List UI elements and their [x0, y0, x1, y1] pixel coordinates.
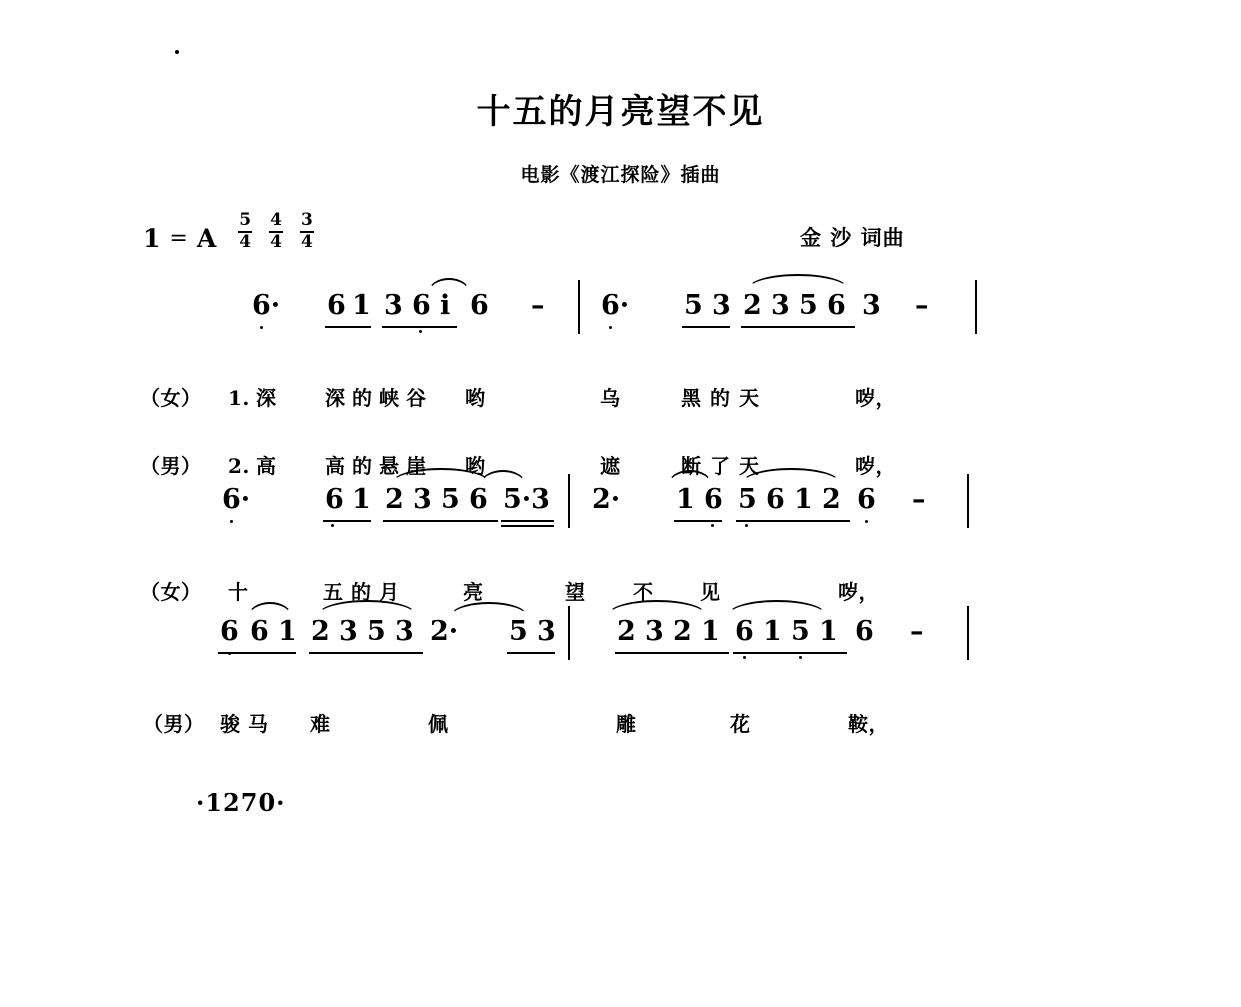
- note: 2·: [430, 616, 459, 647]
- note: 5: [509, 616, 528, 647]
- lyric-syllable: 乌: [600, 386, 621, 410]
- note: 6: [412, 290, 431, 321]
- voice-label: （女）: [140, 580, 202, 604]
- note: 6: [704, 484, 723, 515]
- note: 5: [799, 290, 818, 321]
- note: 5: [367, 616, 386, 647]
- note: –: [531, 290, 545, 321]
- beam: [218, 652, 296, 654]
- note: 2·: [592, 484, 621, 515]
- lyric-syllable: 谷: [406, 386, 427, 410]
- note: 6·: [252, 290, 281, 321]
- beam: [323, 520, 371, 522]
- note-row: [0, 604, 1241, 658]
- lyric-row: [0, 388, 1241, 422]
- beam: [309, 652, 423, 654]
- note: 6: [220, 616, 239, 647]
- lyric-syllable: 佩: [428, 712, 449, 736]
- note: 1: [352, 484, 371, 515]
- beam: [674, 520, 722, 522]
- note: 6: [857, 484, 876, 515]
- note: 6·: [222, 484, 251, 515]
- note: 3: [395, 616, 414, 647]
- note: 6: [469, 484, 488, 515]
- note: 1: [794, 484, 813, 515]
- barline: [578, 280, 580, 334]
- voice-label: （男）: [140, 454, 202, 478]
- note: 2: [743, 290, 762, 321]
- note: 6: [766, 484, 785, 515]
- beam: [507, 652, 555, 654]
- voice-label: （女）: [140, 386, 202, 410]
- note: 5: [441, 484, 460, 515]
- lyric-syllable: 马: [248, 712, 269, 736]
- lyric-syllable: 难: [310, 712, 331, 736]
- octave-dot: [745, 524, 748, 527]
- lyric-syllable: 崖: [406, 454, 427, 478]
- note: 6: [470, 290, 489, 321]
- octave-dot: [799, 656, 802, 659]
- lyric-syllable: 哕，: [855, 386, 896, 410]
- lyric-syllable: 哟: [465, 454, 486, 478]
- note: –: [915, 290, 929, 321]
- voice-label: （男）: [143, 712, 205, 736]
- lyric-syllable: 十: [228, 580, 249, 604]
- note: 2: [311, 616, 330, 647]
- lyric-syllable: 黑: [681, 386, 702, 410]
- composer-credit: 金 沙 词曲: [800, 225, 905, 250]
- lyric-syllable: 了: [710, 454, 731, 478]
- slur: [668, 470, 712, 485]
- octave-dot: [865, 520, 868, 523]
- note: 5: [791, 616, 810, 647]
- key-equals: =: [169, 226, 188, 252]
- slur: [428, 278, 470, 293]
- lyric-syllable: 望: [565, 580, 586, 604]
- octave-dot: [230, 520, 233, 523]
- lyric-syllable: 月: [379, 580, 400, 604]
- lyric-syllable: 高: [256, 454, 277, 478]
- note: 2: [822, 484, 841, 515]
- page-number: ·1270·: [196, 788, 286, 817]
- note: –: [910, 616, 924, 647]
- beam: [501, 525, 554, 527]
- note: 1: [819, 616, 838, 647]
- barline: [967, 606, 969, 660]
- beam: [382, 326, 457, 328]
- note: 3: [862, 290, 881, 321]
- lyric-syllable: 峡: [379, 386, 400, 410]
- key-and-meter: [143, 210, 331, 254]
- lyric-syllable: 深: [256, 386, 277, 410]
- octave-dot: [609, 326, 612, 329]
- music-system-2: [0, 472, 1241, 604]
- music-system-1: [0, 278, 1241, 478]
- beam: [733, 652, 847, 654]
- note: 6: [827, 290, 846, 321]
- lyric-syllable: 的: [352, 454, 373, 478]
- lyric-syllable: 花: [730, 712, 751, 736]
- note-row: [0, 278, 1241, 332]
- note: 2: [617, 616, 636, 647]
- note: 3: [339, 616, 358, 647]
- lyric-syllable: 哕，: [855, 454, 896, 478]
- note: 3: [537, 616, 556, 647]
- lyric-row: [0, 714, 1241, 748]
- octave-dot: [711, 524, 714, 527]
- lyric-syllable: 的: [351, 580, 372, 604]
- lyric-syllable: 骏: [220, 712, 241, 736]
- note: 5: [684, 290, 703, 321]
- note: 1: [676, 484, 695, 515]
- slur: [748, 274, 848, 289]
- note: 3: [384, 290, 403, 321]
- beam: [615, 652, 729, 654]
- lyric-syllable: 雕: [616, 712, 637, 736]
- lyric-syllable: 的: [352, 386, 373, 410]
- note: 6: [325, 484, 344, 515]
- beam: [383, 520, 498, 522]
- note: 6: [327, 290, 346, 321]
- note: 1: [763, 616, 782, 647]
- note: i: [440, 290, 451, 321]
- lyric-syllable: 不: [633, 580, 654, 604]
- time-signature-2: 4 4: [270, 210, 282, 252]
- time-signature-1: 5 4: [239, 210, 252, 252]
- octave-dot: [331, 524, 334, 527]
- page-subtitle: 电影《渡江探险》插曲: [520, 164, 721, 186]
- note: 3: [413, 484, 432, 515]
- slur: [480, 470, 526, 485]
- beam: [736, 520, 850, 522]
- lyric-syllable: 哕，: [838, 580, 879, 604]
- lyric-syllable: 悬: [379, 454, 400, 478]
- note: 1: [278, 616, 297, 647]
- lyric-syllable: 见: [700, 580, 721, 604]
- lyric-syllable: 遮: [600, 454, 621, 478]
- note: 5: [738, 484, 757, 515]
- time-signature-3: 3 4: [300, 210, 313, 252]
- key-label: 1: [143, 224, 161, 254]
- note: –: [912, 484, 926, 515]
- note: 2: [385, 484, 404, 515]
- lyric-syllable: 天: [739, 386, 760, 410]
- lyric-syllable: 的: [710, 386, 731, 410]
- barline: [975, 280, 977, 334]
- page-title: 十五的月亮望不见: [476, 92, 765, 132]
- lyric-syllable: 五: [323, 580, 344, 604]
- note: 6: [735, 616, 754, 647]
- octave-dot: [419, 330, 422, 333]
- octave-dot: [743, 656, 746, 659]
- key-value: A: [196, 224, 217, 254]
- lyric-syllable: 深: [325, 386, 346, 410]
- barline: [967, 474, 969, 528]
- page-corner-mark: [175, 50, 179, 54]
- beam: [741, 326, 855, 328]
- lyric-syllable: 哟: [465, 386, 486, 410]
- note: 6·: [601, 290, 630, 321]
- note: 2: [673, 616, 692, 647]
- verse-number: 1.: [228, 386, 250, 410]
- note: 3: [771, 290, 790, 321]
- lyric-syllable: 天: [739, 454, 760, 478]
- beam: [501, 520, 554, 522]
- lyric-syllable: 高: [325, 454, 346, 478]
- slur: [248, 602, 292, 617]
- note-row: [0, 472, 1241, 526]
- slur: [450, 602, 528, 617]
- music-system-3: [0, 604, 1241, 736]
- lyric-syllable: 断: [681, 454, 702, 478]
- verse-number: 2.: [228, 454, 250, 478]
- note: 5·3: [503, 484, 550, 515]
- note: 3: [712, 290, 731, 321]
- beam: [325, 326, 371, 328]
- barline: [568, 606, 570, 660]
- note: 6: [855, 616, 874, 647]
- note: 1: [701, 616, 720, 647]
- lyric-syllable: 鞍，: [848, 712, 889, 736]
- lyric-syllable: 亮: [463, 580, 484, 604]
- octave-dot: [260, 326, 263, 329]
- note: 1: [352, 290, 371, 321]
- barline: [568, 474, 570, 528]
- note: 6: [250, 616, 269, 647]
- note: 3: [645, 616, 664, 647]
- beam: [682, 326, 730, 328]
